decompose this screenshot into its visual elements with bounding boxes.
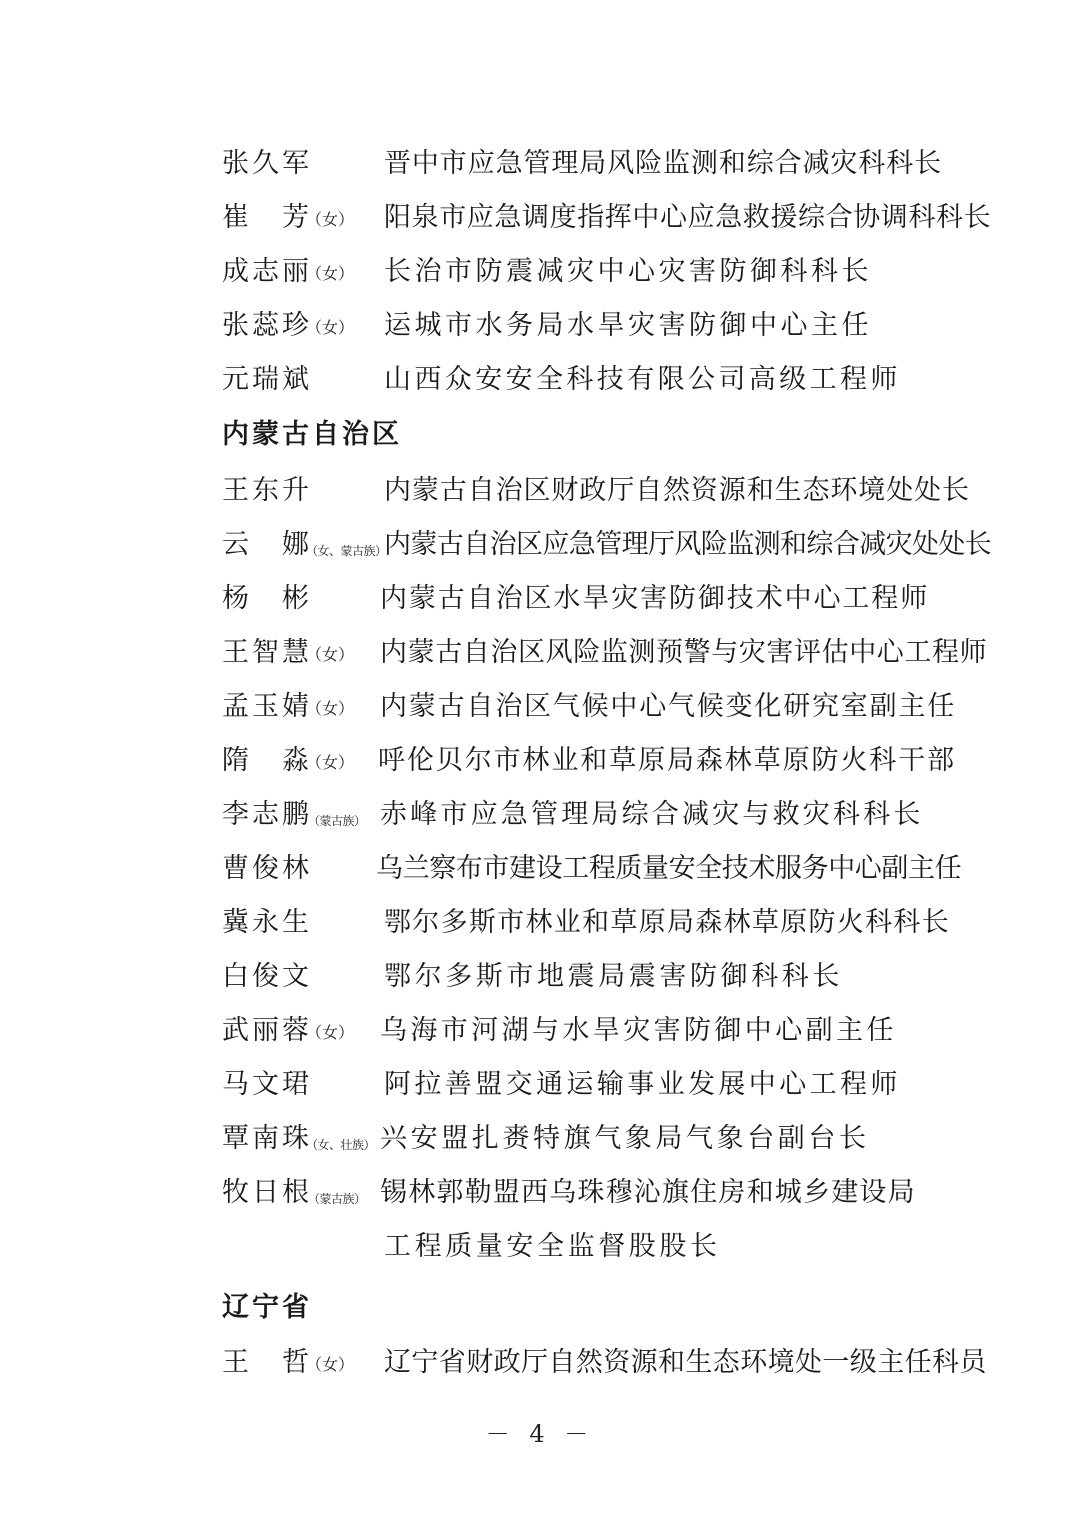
person-note: （女） [306,1023,355,1042]
person-position: 内蒙古自治区应急管理厅风险监测和综合减灾处处长 [384,529,992,560]
person-position: 晋中市应急管理局风险监测和综合减灾科科长 [384,148,942,179]
person-name: 杨 彬 [222,583,312,614]
person-note: （女） [306,210,355,229]
list-item [0,362,1080,416]
person-position: 长治市防震减灾中心灾害防御科科长 [384,256,872,287]
person-position: 山西众安安全科技有限公司高级工程师 [384,364,901,395]
person-position: 呼伦贝尔市林业和草原局森林草原防火科干部 [378,745,956,776]
person-name: 张蕊珍 [222,310,312,341]
person-note: （女、蒙古族） [306,544,387,558]
person-position: 运城市水务局水旱灾害防御中心主任 [384,310,872,341]
list-item [0,200,1080,254]
list-item [0,905,1080,959]
list-item [0,254,1080,308]
person-name: 王智慧 [222,637,312,668]
person-position: 阿拉善盟交通运输事业发展中心工程师 [384,1069,901,1100]
person-position: 内蒙古自治区财政厅自然资源和生态环境处处长 [384,475,970,506]
person-note: （女） [306,645,355,664]
list-item [0,308,1080,362]
person-position: 乌兰察布市建设工程质量安全技术服务中心副主任 [376,853,962,884]
list-item [0,581,1080,635]
section-heading: 内蒙古自治区 [222,419,402,450]
list-item [0,146,1080,200]
page-number: － 4 － [485,1420,595,1448]
list-item [0,689,1080,743]
person-note: （女） [306,699,355,718]
person-position: 内蒙古自治区气候中心气候变化研究室副主任 [380,691,956,722]
list-item [0,743,1080,797]
list-item [0,797,1080,851]
list-item [0,1175,1080,1229]
person-name: 覃南珠 [222,1123,312,1154]
person-position: 鄂尔多斯市林业和草原局森林草原防火科科长 [384,907,950,938]
person-position: 辽宁省财政厅自然资源和生态环境处一级主任科员 [384,1347,987,1378]
person-position: 锡林郭勒盟西乌珠穆沁旗住房和城乡建设局 [380,1177,916,1208]
person-position-continuation: 工程质量安全监督股股长 [384,1231,721,1262]
list-item [0,527,1080,581]
person-position: 赤峰市应急管理局综合减灾与救灾科科长 [380,799,924,830]
person-name: 隋 淼 [222,745,312,776]
section-heading: 辽宁省 [222,1292,312,1323]
person-name: 元瑞斌 [222,364,312,395]
person-position: 内蒙古自治区风险监测预警与灾害评估中心工程师 [380,637,988,668]
list-item [0,1121,1080,1175]
person-position: 阳泉市应急调度指挥中心应急救援综合协调科科长 [384,202,992,233]
person-name: 白俊文 [222,961,312,992]
person-name: 王 哲 [222,1347,312,1378]
person-name: 云 娜 [222,529,312,560]
person-note: （蒙古族） [308,814,366,828]
person-name: 李志鹏 [222,799,312,830]
person-position: 鄂尔多斯市地震局震害防御科科长 [384,961,843,992]
list-item [0,1013,1080,1067]
person-position: 兴安盟扎赉特旗气象局气象台副台长 [380,1123,870,1154]
list-item [0,959,1080,1013]
person-name: 王东升 [222,475,312,506]
list-item [0,473,1080,527]
list-item [0,1345,1080,1399]
person-note: （蒙古族） [308,1192,366,1206]
person-name: 曹俊林 [222,853,312,884]
person-position: 内蒙古自治区水旱灾害防御技术中心工程师 [380,583,930,614]
person-note: （女、壮族） [306,1138,376,1152]
person-note: （女） [306,753,355,772]
person-name: 成志丽 [222,256,312,287]
list-item [0,1067,1080,1121]
person-name: 张久军 [222,148,312,179]
person-note: （女） [306,264,355,283]
person-position: 乌海市河湖与水旱灾害防御中心副主任 [380,1015,897,1046]
person-note: （女） [306,1355,355,1374]
person-name: 崔 芳 [222,202,312,233]
list-item [0,851,1080,905]
list-item-continuation [0,1229,1080,1283]
person-name: 孟玉婧 [222,691,312,722]
list-item [0,635,1080,689]
person-name: 马文珺 [222,1069,312,1100]
person-note: （女） [306,318,355,337]
person-name: 冀永生 [222,907,312,938]
person-name: 牧日根 [222,1177,312,1208]
person-name: 武丽蓉 [222,1015,312,1046]
